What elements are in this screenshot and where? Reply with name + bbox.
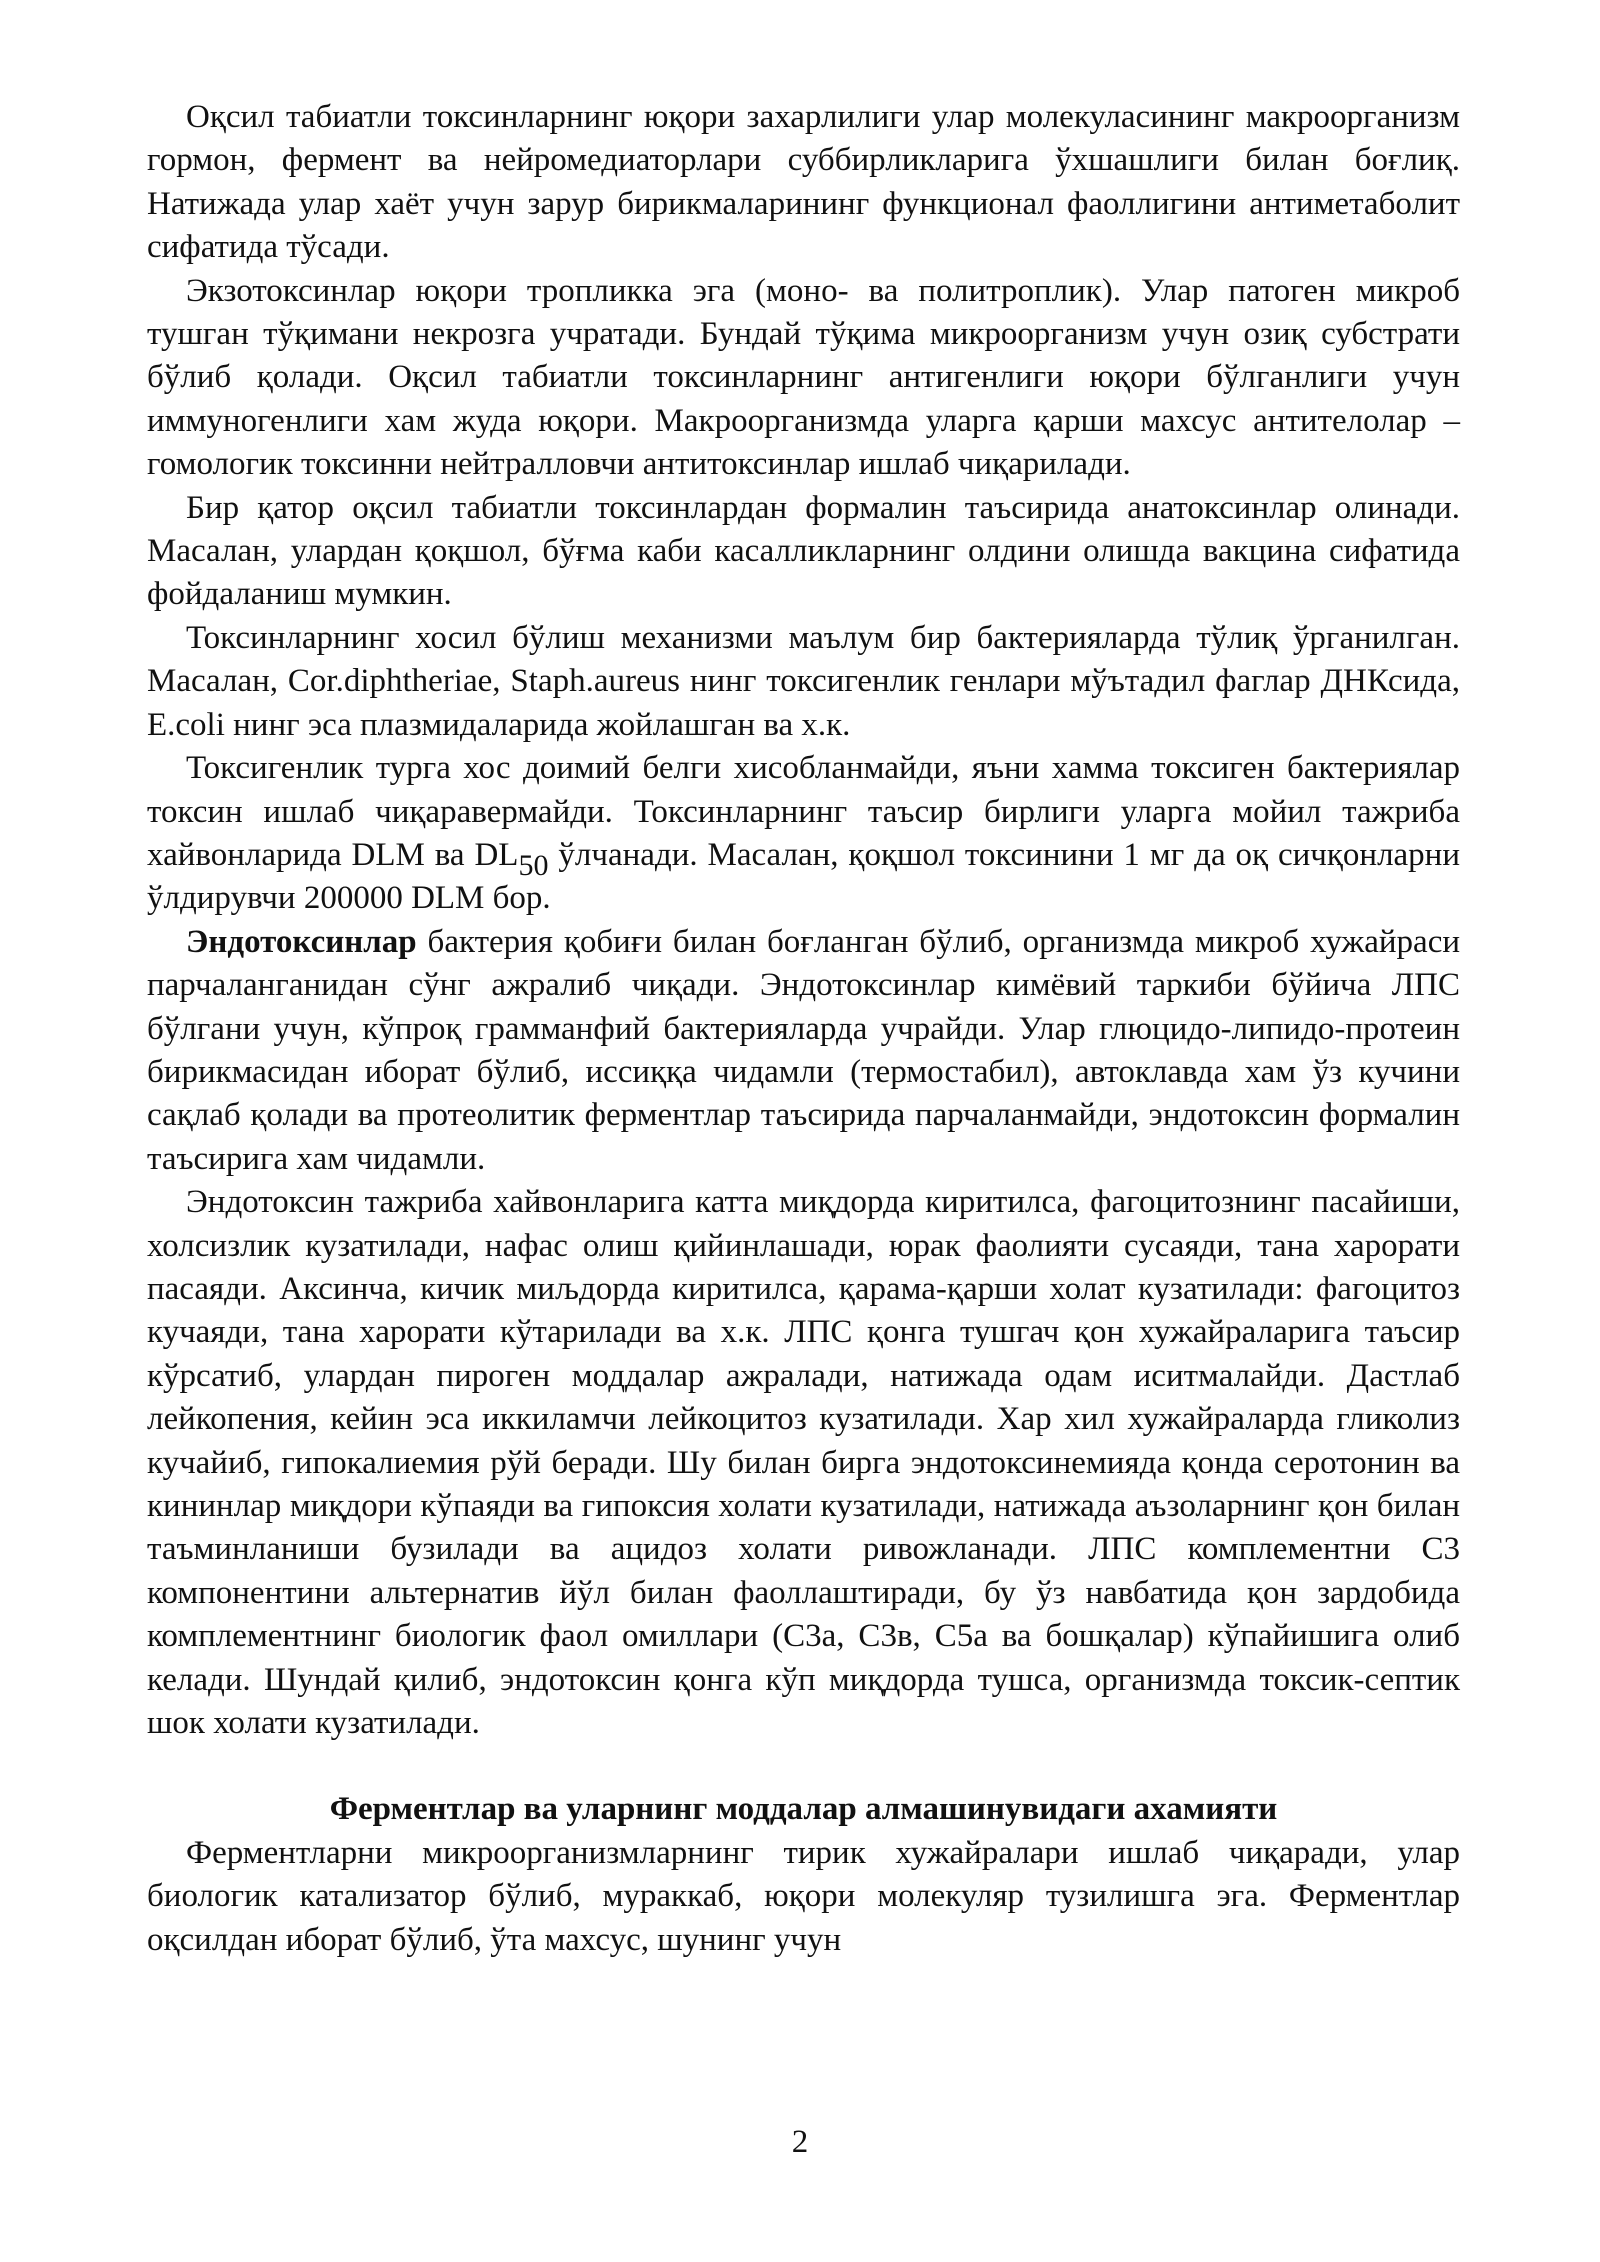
paragraph-toxigenicity xyxy=(147,747,1460,921)
paragraph-endotoxin-effects: Эндотоксин тажриба хайвонларига катта миқдорда киритилса, фагоцитознинг пасайиши, холсизлик кузатилади, нафас олиш қийинлашади, юрак фаолияти сусаяди, тана харорати пасаяди. Аксинча, кичик миљдорда киритилса, қарама-қарши холат кузатилади: фагоцитоз кучаяди, тана харорати кўтарилади ва х.к. ЛПС қонга тушгач қон хужайраларига таъсир кўрсатиб, улардан пироген моддалар ажралади, натижада одам иситмалайди. Дастлаб лейкопения, кейин эса иккиламчи лейкоцитоз кузатилади. Хар хил хужайраларда гликолиз кучайиб, гипокалиемия рўй беради. Шу билан бирга эндотоксинемияда қонда серотонин ва кининлар миқдори кўпаяди ва гипоксия холати кузатилади, натижада аъзоларнинг қон билан таъминланиши бузилади ва ацидоз холати ривожланади. ЛПС комплементни С3 компонентини альтернатив йўл билан фаоллаштиради, бу ўз навбатида қон зардобида комплементнинг биологик фаол омиллари (С3а, С3в, С5а ва бошқалар) кўпайишига олиб келади. Шундай қилиб, эндотоксин қонга кўп миқдорда тушса, организмда токсик-септик шок холати кузатилади. xyxy=(147,1184,1460,1742)
dl-subscript: 50 xyxy=(518,848,549,882)
toxigenicity-text-cont: ўлчанади. Масалан, қоқшол токсинини 1 мг да оқ сичқонларни ўлдирувчи 200000 DLM бор. xyxy=(147,836,1460,917)
document-page xyxy=(147,96,1460,1962)
paragraph-toxin-genes: Токсинларнинг хосил бўлиш механизми маълум бир бактерияларда тўлиқ ўрганилган. Масалан, Cor.diphtheriae, Staph.aureus нинг токсигенлик генлари мўътадил фаглар ДНКсида, E.coli нинг эса плазмидаларида жойлашган ва х.к. xyxy=(147,619,1460,743)
paragraph-protein-toxins: Оқсил табиатли токсинларнинг юқори захарлилиги улар молекуласининг макроорганизм гормон, фермент ва нейромедиаторлари суббирликларига ўхшашлиги билан боғлиқ. Натижада улар хаёт учун зарур бирикмаларининг функционал фаоллигини антиметаболит сифатида тўсади. xyxy=(147,99,1460,266)
toxigenicity-text: Токсигенлик турга хос доимий белги хисобланмайди, яъни хамма токсиген бактериялар токсин ишлаб чиқаравермайди. Токсинларнинг таъсир бирлиги уларга мойил тажриба хайвонларида DLM ва DL xyxy=(147,750,1460,873)
paragraph-enzymes: Ферментларни микроорганизмларнинг тирик хужайралари ишлаб чиқаради, улар биологик катализатор бўлиб, мураккаб, юқори молекуляр тузилишга эга. Ферментлар оқсилдан иборат бўлиб, ўта махсус, шунинг учун xyxy=(147,1834,1460,1958)
endotoxins-text: бактерия қобиғи билан боғланган бўлиб, организмда микроб хужайраси парчаланганидан сўнг ажралиб чиқади. Эндотоксинлар кимёвий таркиби бўйича ЛПС бўлгани учун, кўпроқ грамманфий бактерияларда учрайди. Улар глюцидо-липидо-протеин бирикмасидан иборат бўлиб, иссиққа чидамли (термостабил), автоклавда хам ўз кучини сақлаб қолади ва протеолитик ферментлар таъсирида парчаланмайди, эндотоксин формалин таъсирига хам чидамли. xyxy=(147,923,1460,1177)
paragraph-anatoxins: Бир қатор оқсил табиатли токсинлардан формалин таъсирида анатоксинлар олинади. Масалан, улардан қоқшол, бўғма каби касалликларнинг олдини олишда вакцина сифатида фойдаланиш мумкин. xyxy=(147,489,1460,613)
section-heading: Ферментлар ва уларнинг моддалар алмашинувидаги ахамияти xyxy=(329,1791,1278,1828)
paragraph-exotoxins: Экзотоксинлар юқори тропликка эга (моно- ва политроплик). Улар патоген микроб тушган тўқимани некрозга учратади. Бундай тўқима микроорганизм учун озиқ субстрати бўлиб қолади. Оқсил табиатли токсинларнинг антигенлиги юқори бўлганлиги учун иммуногенлиги хам жуда юқори. Макроорганизмда уларга қарши махсус антителолар – гомологик токсинни нейтралловчи антитоксинлар ишлаб чиқарилади. xyxy=(147,272,1460,483)
endotoxins-term: Эндотоксинлар xyxy=(186,923,417,960)
paragraph-endotoxins xyxy=(147,921,1460,1181)
page-number: 2 xyxy=(791,2124,809,2160)
